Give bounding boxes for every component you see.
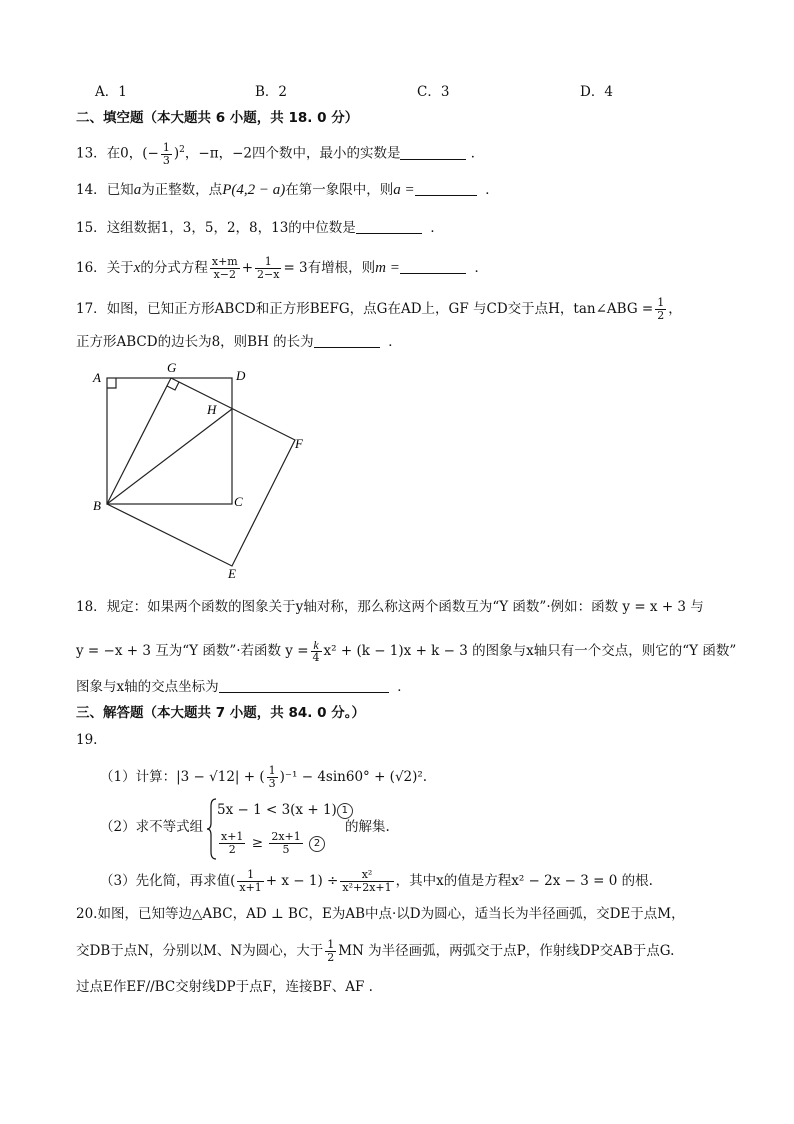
q19-p1-fraction bbox=[267, 765, 278, 790]
q15-end: ． bbox=[430, 220, 444, 236]
question-15 bbox=[76, 219, 444, 237]
label-f: F bbox=[295, 436, 303, 451]
q15-answer-blank[interactable] bbox=[356, 219, 422, 234]
q17-line2: 正方形ABCD的边长为8，则BH 的长为 bbox=[76, 334, 314, 350]
square-befg bbox=[107, 378, 295, 566]
q13-text: ，−π，−2四个数中，最小的实数是 bbox=[184, 145, 401, 162]
q13-expr: (− bbox=[142, 145, 159, 162]
q16-plus: + bbox=[241, 260, 254, 276]
system-brace bbox=[207, 798, 217, 860]
q16-number: 16． bbox=[76, 260, 107, 276]
question-20-line1 bbox=[76, 905, 685, 923]
label-c: C bbox=[234, 494, 243, 509]
q19-p2-label: （2）求不等式组 bbox=[100, 819, 204, 835]
q13-prefix: 在0， bbox=[106, 145, 143, 162]
q14-number: 14． bbox=[76, 182, 107, 198]
q18-answer-blank[interactable] bbox=[219, 678, 389, 693]
q16-answer-lhs: m = bbox=[375, 260, 400, 276]
q19-number: 19. bbox=[76, 732, 98, 748]
circled-one: 1 bbox=[337, 803, 353, 819]
q18-line1: 规定：如果两个函数的图象关于y轴对称，那么称这两个函数互为“Y 函数”·例如：函数 y = x + 3 与 bbox=[106, 599, 704, 615]
q13-frac-num: 1 bbox=[162, 140, 170, 154]
q19-p1-expr-b: )⁻¹ − 4sin60° + (√2)². bbox=[279, 769, 428, 785]
q17-number: 17． bbox=[76, 301, 107, 317]
q13-exponent: 2 bbox=[179, 145, 185, 155]
option-d: D．4 bbox=[580, 84, 613, 100]
q17-line1-end: ， bbox=[668, 301, 682, 317]
q16-f1-num: x+m bbox=[211, 255, 238, 268]
q19-p3-fraction-2 bbox=[340, 869, 393, 894]
q13-expr-end: ) bbox=[173, 145, 180, 162]
option-b: B．2 bbox=[255, 84, 288, 100]
q19-p2-f1-den: 2 bbox=[228, 843, 236, 856]
q16-f2-den: 2−x bbox=[257, 268, 280, 281]
q20-number: 20. bbox=[76, 906, 98, 922]
label-a: A bbox=[93, 370, 101, 385]
q19-p1-num: 1 bbox=[268, 764, 276, 777]
q19-p3-open: ( bbox=[230, 873, 236, 889]
q16-fraction-2 bbox=[255, 256, 281, 281]
q19-p1-den: 3 bbox=[268, 777, 276, 790]
q17-end: ． bbox=[388, 334, 402, 350]
q18-line3: 图象与x轴的交点坐标为 bbox=[76, 679, 219, 695]
label-h: H bbox=[207, 402, 217, 417]
q19-p2-f1-num: x+1 bbox=[221, 830, 244, 843]
q19-p1-label: （1）计算： bbox=[100, 769, 177, 785]
q19-p2-row2 bbox=[217, 831, 325, 856]
q19-part3 bbox=[100, 869, 653, 894]
q19-p2-f2-den: 5 bbox=[282, 843, 290, 856]
question-20-line2 bbox=[76, 939, 674, 964]
q18-line2a: y = −x + 3 互为“Y 函数”·若函数 y = bbox=[76, 643, 309, 659]
q18-number: 18． bbox=[76, 599, 107, 615]
q19-p2-row1 bbox=[217, 801, 353, 819]
q18-line2b: x² + (k − 1)x + k − 3 的图象与x轴只有一个交点，则它的“Y 函数” bbox=[323, 643, 737, 659]
q20-line1: 如图，已知等边△ABC，AD ⊥ BC，E为AB中点·以D为圆心，适当长为半径画弧，交DE于点M， bbox=[97, 906, 685, 922]
label-g: G bbox=[167, 360, 177, 375]
segment-bh bbox=[107, 409, 232, 504]
q13-number: 13． bbox=[76, 145, 107, 162]
q14-var-a: a bbox=[133, 182, 142, 198]
q13-fraction bbox=[161, 142, 172, 167]
q20-line2b: MN 为半径画弧，两弧交于点P，作射线DP交AB于点G. bbox=[338, 943, 675, 959]
q16-fraction-1 bbox=[210, 256, 240, 281]
q13-end: ． bbox=[470, 145, 485, 162]
question-18-line2 bbox=[76, 639, 736, 664]
q14-end: ． bbox=[485, 182, 499, 198]
q19-p3-end: ，其中x的值是方程x² − 2x − 3 = 0 的根. bbox=[395, 873, 653, 889]
q18-k-den: 4 bbox=[312, 651, 320, 664]
question-17-line1 bbox=[76, 297, 682, 322]
question-16 bbox=[76, 256, 488, 281]
q16-end: ． bbox=[474, 260, 488, 276]
q19-p2-ineq1: 5x − 1 < 3(x + 1) bbox=[217, 802, 337, 818]
geometry-figure bbox=[88, 360, 318, 585]
q18-k-num: k bbox=[311, 639, 322, 652]
q16-answer-blank[interactable] bbox=[400, 259, 466, 274]
question-14 bbox=[76, 181, 499, 199]
q14-answer-blank[interactable] bbox=[415, 181, 477, 196]
q19-p2-fraction-1 bbox=[219, 831, 245, 856]
q16-text1: 关于 bbox=[106, 260, 134, 276]
q16-text2: 的分式方程 bbox=[140, 260, 208, 276]
label-e: E bbox=[228, 566, 236, 581]
q17-answer-blank[interactable] bbox=[314, 333, 380, 348]
q14-text3: 在第一象限中，则 bbox=[285, 182, 394, 198]
q20-half-den: 2 bbox=[327, 951, 335, 964]
q19-p3-f2-den: x²+2x+1 bbox=[342, 881, 392, 894]
q13-answer-blank[interactable] bbox=[400, 145, 466, 160]
q19-p3-fraction-1 bbox=[237, 869, 263, 894]
section-title-fill-in: 二、填空题（本大题共 6 小题，共 18. 0 分） bbox=[76, 110, 359, 126]
question-13 bbox=[76, 141, 484, 167]
question-20-line3: 过点E作EF//BC交射线DP于点F，连接BF、AF . bbox=[76, 979, 373, 995]
q14-point: P(4,2 − a) bbox=[222, 182, 286, 198]
q19-p3-f1-den: x+1 bbox=[239, 881, 262, 894]
q17-line1: 如图，已知正方形ABCD和正方形BEFG，点G在AD上，GF 与CD交于点H，tan∠ABG = bbox=[106, 301, 654, 317]
q16-text3: = 3有增根，则 bbox=[283, 260, 376, 276]
q13-frac-den: 3 bbox=[162, 153, 170, 167]
q19-p3-mid: + x − 1) ÷ bbox=[265, 873, 339, 889]
q14-text1: 已知 bbox=[106, 182, 134, 198]
right-angle-mark-a bbox=[107, 378, 116, 388]
q14-text2: 为正整数，点 bbox=[141, 182, 223, 198]
q18-k-fraction bbox=[311, 639, 322, 664]
q17-tan-num: 1 bbox=[657, 296, 665, 309]
section-title-solve: 三、解答题（本大题共 7 小题，共 84. 0 分。） bbox=[76, 705, 365, 721]
q16-var-x: x bbox=[133, 260, 141, 276]
question-18-line1 bbox=[76, 598, 704, 616]
q19-p3-f2-num: x² bbox=[340, 869, 393, 882]
question-18-line3 bbox=[76, 678, 411, 696]
q20-half-fraction bbox=[325, 939, 336, 964]
q15-number: 15． bbox=[76, 220, 107, 236]
circled-two: 2 bbox=[309, 836, 325, 852]
q19-part1 bbox=[100, 765, 427, 790]
q15-text: 这组数据1，3，5，2，8，13的中位数是 bbox=[106, 220, 356, 236]
square-abcd bbox=[107, 378, 232, 504]
label-b: B bbox=[93, 498, 101, 513]
option-c: C．3 bbox=[417, 84, 450, 100]
option-a: A．1 bbox=[95, 84, 127, 100]
q19-p2-f2-num: 2x+1 bbox=[271, 830, 301, 843]
q18-end: ． bbox=[397, 679, 411, 695]
label-d: D bbox=[236, 368, 246, 383]
q19-p2-fraction-2 bbox=[269, 831, 302, 856]
question-17-line2 bbox=[76, 333, 402, 351]
q16-f2-num: 1 bbox=[255, 256, 281, 269]
q14-answer-lhs: a = bbox=[393, 182, 415, 198]
q19-p3-f1-num: 1 bbox=[237, 869, 263, 882]
q19-p2-end: 的解集. bbox=[345, 819, 390, 835]
q19-p2-ge: ≥ bbox=[251, 835, 264, 851]
q17-tan-fraction bbox=[655, 297, 666, 322]
q20-half-num: 1 bbox=[327, 938, 335, 951]
q19-p3-label: （3）先化简，再求值 bbox=[100, 873, 231, 889]
q16-f1-den: x−2 bbox=[213, 268, 236, 281]
q19-p1-expr-a: |3 − √12| + ( bbox=[176, 769, 265, 785]
q17-tan-den: 2 bbox=[657, 309, 665, 322]
q20-line2a: 交DB于点N，分别以M、N为圆心，大于 bbox=[76, 943, 324, 959]
